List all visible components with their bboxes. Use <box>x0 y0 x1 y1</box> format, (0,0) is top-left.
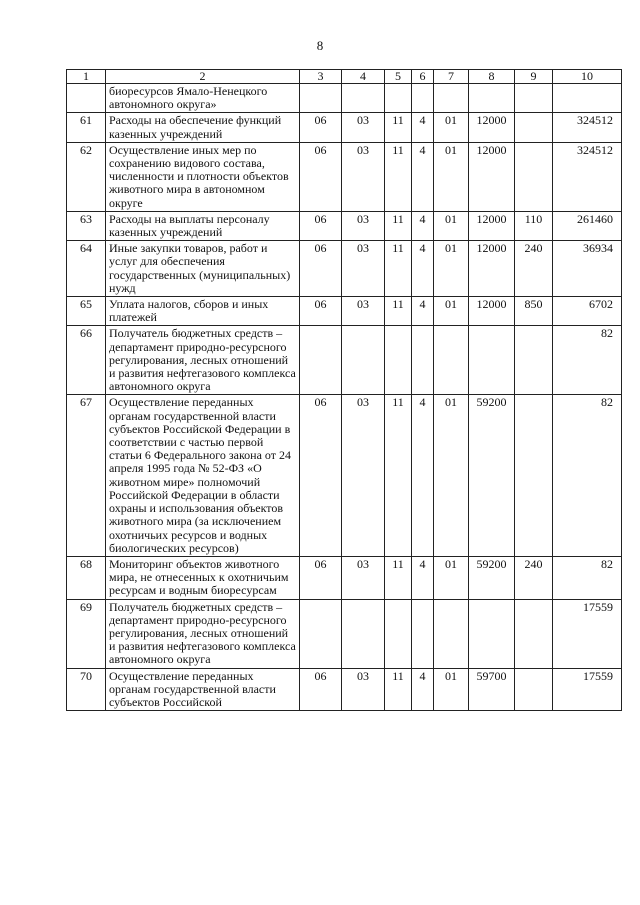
header-cell: 1 <box>67 70 106 84</box>
event-code-cell <box>434 599 469 668</box>
amount-cell: 324512 <box>553 113 622 142</box>
row-name-cell: Расходы на выплаты персоналу казенных учреждений <box>106 211 300 240</box>
expense-type-cell: 240 <box>515 556 553 599</box>
program-code-cell: 11 <box>385 668 412 711</box>
subprogram-code-cell: 4 <box>412 556 434 599</box>
section-code-cell: 06 <box>300 556 342 599</box>
row-name-cell: Получатель бюджетных средств – департамент природно-ресурсного регулирования, лесных отношений и развития нефтегазового комплекса автономного округа <box>106 326 300 395</box>
amount-cell <box>553 84 622 113</box>
row-number-cell: 69 <box>67 599 106 668</box>
subprogram-code-cell: 4 <box>412 113 434 142</box>
table-row <box>67 297 622 326</box>
amount-cell: 17559 <box>553 599 622 668</box>
subprogram-code-cell: 4 <box>412 668 434 711</box>
section-code-cell: 06 <box>300 668 342 711</box>
header-cell: 2 <box>106 70 300 84</box>
event-code-cell: 01 <box>434 297 469 326</box>
amount-cell: 82 <box>553 326 622 395</box>
subsection-code-cell: 03 <box>342 395 385 556</box>
program-code-cell <box>385 84 412 113</box>
subsection-code-cell <box>342 84 385 113</box>
subsection-code-cell: 03 <box>342 113 385 142</box>
section-code-cell: 06 <box>300 211 342 240</box>
expense-type-cell <box>515 395 553 556</box>
section-code-cell <box>300 326 342 395</box>
program-code-cell: 11 <box>385 113 412 142</box>
row-name-cell: Получатель бюджетных средств – департамент природно-ресурсного регулирования, лесных отношений и развития нефтегазового комплекса автономного округа <box>106 599 300 668</box>
direction-code-cell <box>469 84 515 113</box>
page-number: 8 <box>316 38 324 53</box>
table-row <box>67 668 622 711</box>
event-code-cell: 01 <box>434 113 469 142</box>
direction-code-cell: 12000 <box>469 142 515 211</box>
program-code-cell: 11 <box>385 395 412 556</box>
subprogram-code-cell: 4 <box>412 211 434 240</box>
subprogram-code-cell <box>412 599 434 668</box>
table-row <box>67 142 622 211</box>
table-row <box>67 113 622 142</box>
row-number-cell: 62 <box>67 142 106 211</box>
event-code-cell: 01 <box>434 142 469 211</box>
amount-cell: 324512 <box>553 142 622 211</box>
amount-cell: 82 <box>553 395 622 556</box>
table-row <box>67 599 622 668</box>
program-code-cell: 11 <box>385 142 412 211</box>
table-row <box>67 326 622 395</box>
row-name-cell: биоресурсов Ямало-Ненецкого автономного округа» <box>106 84 300 113</box>
subprogram-code-cell: 4 <box>412 241 434 297</box>
program-code-cell <box>385 326 412 395</box>
event-code-cell: 01 <box>434 668 469 711</box>
program-code-cell: 11 <box>385 297 412 326</box>
subsection-code-cell <box>342 326 385 395</box>
subsection-code-cell: 03 <box>342 211 385 240</box>
program-code-cell: 11 <box>385 556 412 599</box>
expense-type-cell <box>515 668 553 711</box>
row-name-cell: Расходы на обеспечение функций казенных учреждений <box>106 113 300 142</box>
direction-code-cell: 59200 <box>469 556 515 599</box>
amount-cell: 82 <box>553 556 622 599</box>
event-code-cell <box>434 84 469 113</box>
amount-cell: 6702 <box>553 297 622 326</box>
event-code-cell <box>434 326 469 395</box>
row-name-cell: Мониторинг объектов животного мира, не отнесенных к охотничьим ресурсам и водным биоресурсам <box>106 556 300 599</box>
direction-code-cell: 12000 <box>469 211 515 240</box>
row-number-cell: 65 <box>67 297 106 326</box>
amount-cell: 17559 <box>553 668 622 711</box>
direction-code-cell <box>469 599 515 668</box>
header-cell: 9 <box>515 70 553 84</box>
subsection-code-cell: 03 <box>342 142 385 211</box>
subsection-code-cell: 03 <box>342 556 385 599</box>
direction-code-cell: 12000 <box>469 241 515 297</box>
section-code-cell <box>300 84 342 113</box>
subsection-code-cell <box>342 599 385 668</box>
subprogram-code-cell: 4 <box>412 142 434 211</box>
expense-type-cell <box>515 84 553 113</box>
expense-type-cell: 240 <box>515 241 553 297</box>
event-code-cell: 01 <box>434 556 469 599</box>
program-code-cell: 11 <box>385 241 412 297</box>
expense-type-cell: 110 <box>515 211 553 240</box>
expense-type-cell <box>515 326 553 395</box>
table-row <box>67 241 622 297</box>
direction-code-cell: 12000 <box>469 297 515 326</box>
table-row <box>67 211 622 240</box>
subprogram-code-cell: 4 <box>412 395 434 556</box>
table-row <box>67 556 622 599</box>
section-code-cell <box>300 599 342 668</box>
direction-code-cell: 12000 <box>469 113 515 142</box>
row-number-cell: 66 <box>67 326 106 395</box>
section-code-cell: 06 <box>300 241 342 297</box>
header-cell: 3 <box>300 70 342 84</box>
subsection-code-cell: 03 <box>342 668 385 711</box>
row-name-cell: Осуществление переданных органам государственной власти субъектов Российской <box>106 668 300 711</box>
header-cell: 5 <box>385 70 412 84</box>
header-cell: 7 <box>434 70 469 84</box>
header-row <box>67 70 622 84</box>
subprogram-code-cell <box>412 326 434 395</box>
row-number-cell: 64 <box>67 241 106 297</box>
row-name-cell: Осуществление переданных органам государственной власти субъектов Российской Федерации в соответствии с частью первой статьи 6 Федерального закона от 24 апреля 1995 года № 52-ФЗ «О животном мире» полномочий Российской Федерации в области охраны и использования объектов животного мира (за исключением охотничьих ресурсов и водных биологических ресурсов) <box>106 395 300 556</box>
section-code-cell: 06 <box>300 297 342 326</box>
header-cell: 8 <box>469 70 515 84</box>
direction-code-cell <box>469 326 515 395</box>
table-row <box>67 395 622 556</box>
row-name-cell: Уплата налогов, сборов и иных платежей <box>106 297 300 326</box>
event-code-cell: 01 <box>434 241 469 297</box>
section-code-cell: 06 <box>300 395 342 556</box>
expense-type-cell <box>515 113 553 142</box>
expense-type-cell <box>515 599 553 668</box>
expense-type-cell <box>515 142 553 211</box>
program-code-cell <box>385 599 412 668</box>
program-code-cell: 11 <box>385 211 412 240</box>
row-number-cell <box>67 84 106 113</box>
direction-code-cell: 59700 <box>469 668 515 711</box>
row-number-cell: 67 <box>67 395 106 556</box>
header-cell: 10 <box>553 70 622 84</box>
header-cell: 4 <box>342 70 385 84</box>
amount-cell: 261460 <box>553 211 622 240</box>
row-name-cell: Иные закупки товаров, работ и услуг для обеспечения государственных (муниципальных) нужд <box>106 241 300 297</box>
direction-code-cell: 59200 <box>469 395 515 556</box>
event-code-cell: 01 <box>434 395 469 556</box>
row-number-cell: 61 <box>67 113 106 142</box>
subsection-code-cell: 03 <box>342 297 385 326</box>
amount-cell: 36934 <box>553 241 622 297</box>
subsection-code-cell: 03 <box>342 241 385 297</box>
row-name-cell: Осуществление иных мер по сохранению видового состава, численности и плотности объектов животного мира в автономном округе <box>106 142 300 211</box>
budget-table <box>66 69 622 711</box>
subprogram-code-cell: 4 <box>412 297 434 326</box>
header-cell: 6 <box>412 70 434 84</box>
row-number-cell: 68 <box>67 556 106 599</box>
table-row <box>67 84 622 113</box>
row-number-cell: 63 <box>67 211 106 240</box>
section-code-cell: 06 <box>300 113 342 142</box>
expense-type-cell: 850 <box>515 297 553 326</box>
section-code-cell: 06 <box>300 142 342 211</box>
row-number-cell: 70 <box>67 668 106 711</box>
event-code-cell: 01 <box>434 211 469 240</box>
subprogram-code-cell <box>412 84 434 113</box>
